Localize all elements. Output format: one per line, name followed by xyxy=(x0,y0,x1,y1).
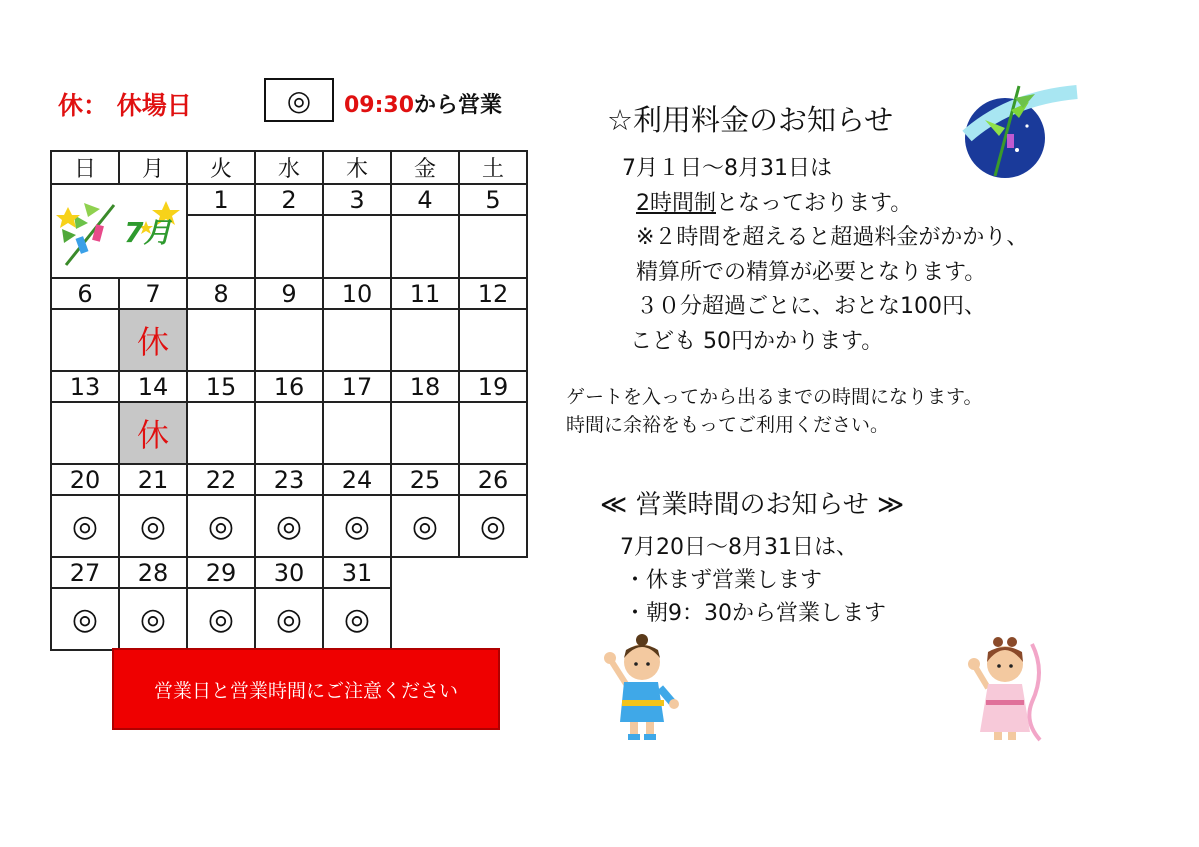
day-5: 5 xyxy=(459,184,527,215)
weekday-sun: 日 xyxy=(51,151,119,184)
day-31-open-mark: ◎ xyxy=(323,588,391,650)
legend-open-hours xyxy=(344,88,502,119)
attention-notice xyxy=(112,648,500,730)
attention-notice-text: 営業日と営業時間にご注意ください xyxy=(153,679,458,702)
day-7: 7 xyxy=(119,278,187,309)
day-10: 10 xyxy=(323,278,391,309)
empty-cell xyxy=(391,588,459,650)
day-17: 17 xyxy=(323,371,391,402)
day-22: 22 xyxy=(187,464,255,495)
fee-details xyxy=(622,152,1028,359)
gate-note xyxy=(566,383,982,439)
fee-child-rate: こども 50円かかります。 xyxy=(630,328,884,354)
day-10-cell xyxy=(323,309,391,371)
fee-adult-rate: ３０分超過ごとに、おとな100円、 xyxy=(636,294,986,319)
day-11-cell xyxy=(391,309,459,371)
day-17-cell xyxy=(323,402,391,464)
open-symbol: ◎ xyxy=(286,83,312,117)
day-7-closed-mark: 休 xyxy=(119,309,187,371)
weekday-sat: 土 xyxy=(459,151,527,184)
day-2-cell xyxy=(255,215,323,278)
day-9-cell xyxy=(255,309,323,371)
empty-cell xyxy=(459,588,527,650)
week3-number-row xyxy=(51,371,527,402)
day-14-closed-mark: 休 xyxy=(119,402,187,464)
day-18: 18 xyxy=(391,371,459,402)
legend-open-suffix: から営業 xyxy=(414,93,503,118)
fee-two-hour-system xyxy=(622,187,1028,222)
day-25: 25 xyxy=(391,464,459,495)
week2-body-row xyxy=(51,309,527,371)
fee-notice-title: ☆利用料金のお知らせ xyxy=(607,103,894,137)
day-11: 11 xyxy=(391,278,459,309)
day-23-open-mark: ◎ xyxy=(255,495,323,557)
day-3: 3 xyxy=(323,184,391,215)
empty-cell xyxy=(391,557,459,588)
day-13-cell xyxy=(51,402,119,464)
day-16-cell xyxy=(255,402,323,464)
week4-number-row xyxy=(51,464,527,495)
weekday-tue: 火 xyxy=(187,151,255,184)
week4-body-row xyxy=(51,495,527,557)
day-20-open-mark: ◎ xyxy=(51,495,119,557)
legend-closed-day: 休： 休場日 xyxy=(58,91,192,120)
july-calendar xyxy=(50,150,540,651)
week5-body-row xyxy=(51,588,527,650)
hours-bullet-open-time: ・朝9：30から営業します xyxy=(624,601,886,626)
day-19-cell xyxy=(459,402,527,464)
hours-details xyxy=(620,531,886,630)
weekday-thu: 木 xyxy=(323,151,391,184)
day-2: 2 xyxy=(255,184,323,215)
day-4: 4 xyxy=(391,184,459,215)
day-23: 23 xyxy=(255,464,323,495)
hikoboshi-illustration xyxy=(600,632,682,744)
day-15: 15 xyxy=(187,371,255,402)
gate-note-line1: ゲートを入ってから出るまでの時間になります。 xyxy=(566,386,983,408)
day-1-cell xyxy=(187,215,255,278)
orihime-illustration xyxy=(962,632,1048,744)
day-31: 31 xyxy=(323,557,391,588)
day-1: 1 xyxy=(187,184,255,215)
day-12: 12 xyxy=(459,278,527,309)
day-3-cell xyxy=(323,215,391,278)
fee-overtime-note: ※２時間を超えると超過料金がかかり、 xyxy=(636,225,1029,250)
day-30: 30 xyxy=(255,557,323,588)
day-24-open-mark: ◎ xyxy=(323,495,391,557)
day-21-open-mark: ◎ xyxy=(119,495,187,557)
day-13: 13 xyxy=(51,371,119,402)
day-29-open-mark: ◎ xyxy=(187,588,255,650)
day-29: 29 xyxy=(187,557,255,588)
day-22-open-mark: ◎ xyxy=(187,495,255,557)
day-4-cell xyxy=(391,215,459,278)
weekday-wed: 水 xyxy=(255,151,323,184)
fee-payment-note: 精算所での精算が必要となります。 xyxy=(636,259,987,285)
day-27-open-mark: ◎ xyxy=(51,588,119,650)
week1-number-row xyxy=(51,184,527,215)
day-25-open-mark: ◎ xyxy=(391,495,459,557)
july-logo-text: 7月 xyxy=(124,216,172,249)
day-26-open-mark: ◎ xyxy=(459,495,527,557)
day-8-cell xyxy=(187,309,255,371)
fee-period: 7月１日～8月31日は xyxy=(622,156,832,181)
fee-two-hour-rest: となっております。 xyxy=(716,190,913,216)
legend-open-time: 09:30 xyxy=(344,93,415,118)
day-30-open-mark: ◎ xyxy=(255,588,323,650)
day-18-cell xyxy=(391,402,459,464)
day-21: 21 xyxy=(119,464,187,495)
weekday-fri: 金 xyxy=(391,151,459,184)
day-12-cell xyxy=(459,309,527,371)
day-14: 14 xyxy=(119,371,187,402)
weekday-mon: 月 xyxy=(119,151,187,184)
day-8: 8 xyxy=(187,278,255,309)
day-19: 19 xyxy=(459,371,527,402)
day-20: 20 xyxy=(51,464,119,495)
legend-open-symbol-box xyxy=(264,78,334,122)
day-16: 16 xyxy=(255,371,323,402)
fee-two-hour-underlined: 2時間制 xyxy=(636,190,716,216)
empty-cell xyxy=(459,557,527,588)
gate-note-line2: 時間に余裕をもってご利用ください。 xyxy=(566,414,890,436)
hours-notice-title: ≪ 営業時間のお知らせ ≫ xyxy=(600,490,905,520)
day-28: 28 xyxy=(119,557,187,588)
weekday-header-row xyxy=(51,151,527,184)
day-6: 6 xyxy=(51,278,119,309)
day-15-cell xyxy=(187,402,255,464)
day-24: 24 xyxy=(323,464,391,495)
july-logo-cell xyxy=(51,184,187,278)
day-6-cell xyxy=(51,309,119,371)
week3-body-row xyxy=(51,402,527,464)
hours-bullet-no-closing: ・休まず営業します xyxy=(624,568,823,593)
day-28-open-mark: ◎ xyxy=(119,588,187,650)
hours-period: 7月20日～8月31日は、 xyxy=(620,535,858,560)
day-9: 9 xyxy=(255,278,323,309)
day-26: 26 xyxy=(459,464,527,495)
day-5-cell xyxy=(459,215,527,278)
day-27: 27 xyxy=(51,557,119,588)
calendar-table xyxy=(50,150,528,651)
week2-number-row xyxy=(51,278,527,309)
week5-number-row xyxy=(51,557,527,588)
